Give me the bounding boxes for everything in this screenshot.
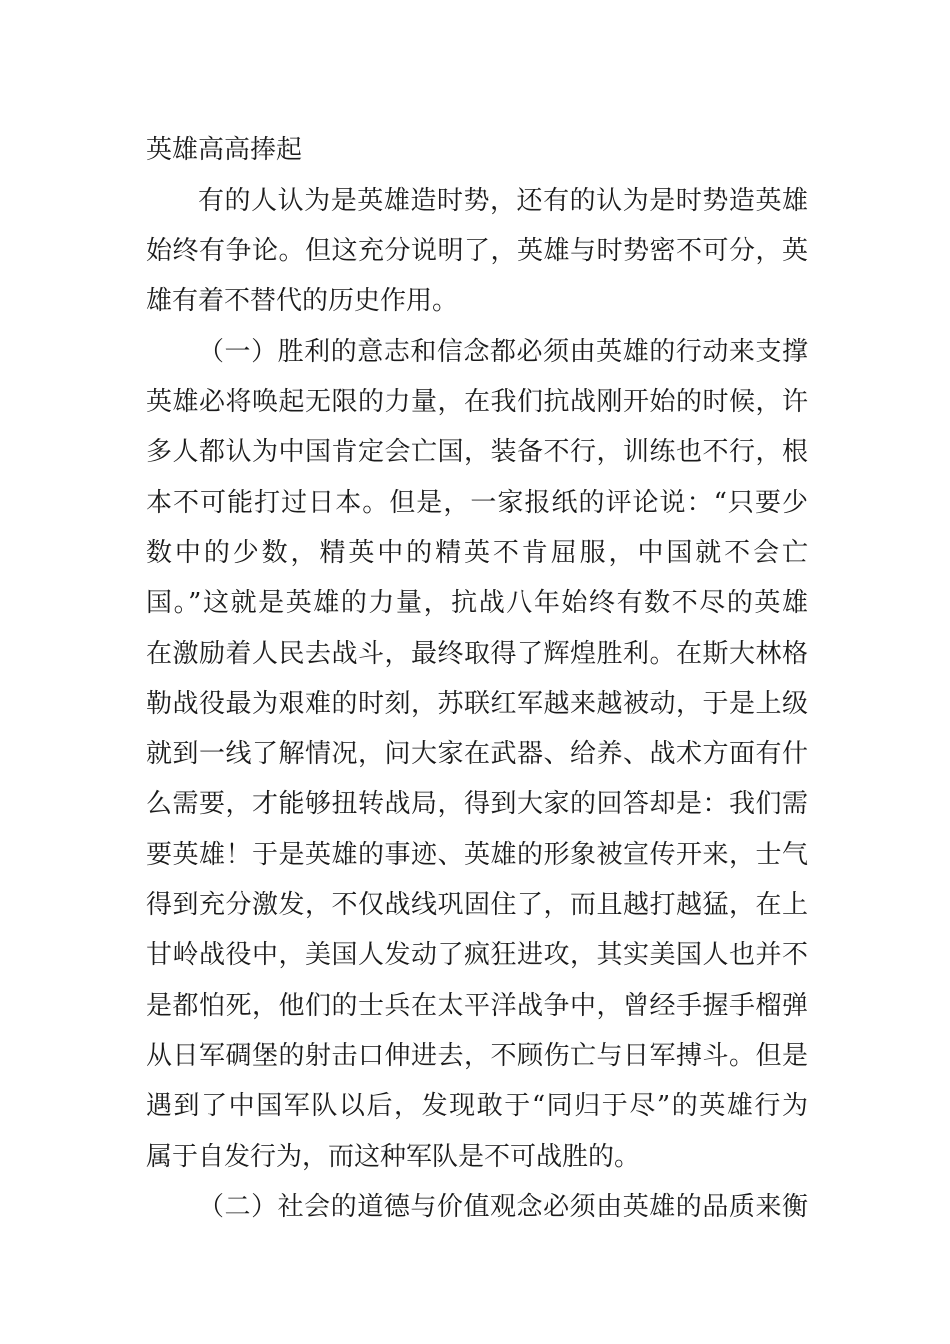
text-line: 遇到了中国军队以后，发现敢于“同归于尽”的英雄行为 [146, 1091, 808, 1121]
text-line: 雄有着不替代的历史作用。 [146, 286, 459, 316]
section-heading-1: （一）胜利的意志和信念都必须由英雄的行动来支撑 [198, 337, 808, 367]
text-line: 在激励着人民去战斗，最终取得了辉煌胜利。在斯大林格 [146, 639, 808, 669]
section-heading-2: （二）社会的道德与价值观念必须由英雄的品质来衡 [198, 1192, 808, 1222]
text-line: 勒战役最为艰难的时刻，苏联红军越来越被动，于是上级 [146, 689, 808, 719]
text-line: 本不可能打过日本。但是，一家报纸的评论说：“只要少 [146, 488, 808, 518]
text-line: 英雄必将唤起无限的力量，在我们抗战刚开始的时候，许 [146, 387, 808, 417]
text-line: 是都怕死，他们的士兵在太平洋战争中，曾经手握手榴弹 [146, 991, 808, 1021]
text-line: 始终有争论。但这充分说明了，英雄与时势密不可分，英 [146, 236, 808, 266]
text-line: 得到充分激发，不仅战线巩固住了，而且越打越猛，在上 [146, 890, 808, 920]
text-line: 多人都认为中国肯定会亡国，装备不行，训练也不行，根 [146, 437, 808, 467]
text-line: 甘岭战役中，美国人发动了疯狂进攻，其实美国人也并不 [146, 940, 808, 970]
text-line: 么需要，才能够扭转战局，得到大家的回答却是：我们需 [146, 789, 808, 819]
text-line: 属于自发行为，而这种军队是不可战胜的。 [146, 1142, 641, 1172]
text-line: 国。”这就是英雄的力量，抗战八年始终有数不尽的英雄 [146, 588, 808, 618]
text-line: 数中的少数，精英中的精英不肯屈服，中国就不会亡 [146, 538, 808, 568]
text-line: 就到一线了解情况，问大家在武器、给养、战术方面有什 [146, 739, 808, 769]
text-line: 从日军碉堡的射击口伸进去，不顾伤亡与日军搏斗。但是 [146, 1041, 808, 1071]
text-line: 英雄高高捧起 [146, 135, 303, 165]
paragraph-first-line: 有的人认为是英雄造时势，还有的认为是时势造英雄 [198, 186, 808, 216]
text-line: 要英雄！于是英雄的事迹、英雄的形象被宣传开来，士气 [146, 840, 808, 870]
